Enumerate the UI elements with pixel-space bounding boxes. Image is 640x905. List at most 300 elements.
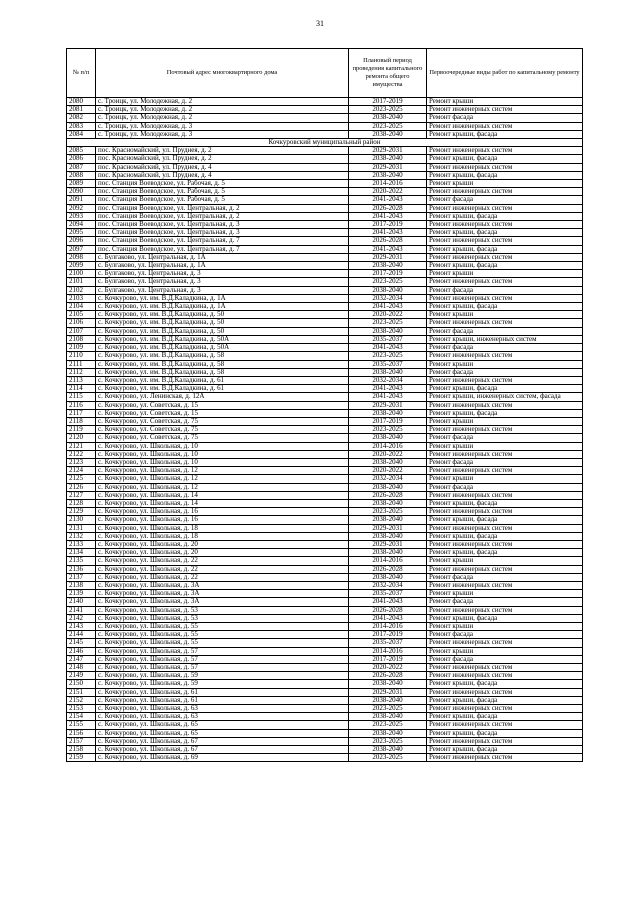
table-row	[67, 754, 583, 762]
row-address: с. Кочкурово, ул. Школьная, д. 67	[96, 737, 349, 745]
row-period: 2023-2025	[349, 352, 427, 360]
table-row	[67, 590, 583, 598]
table-row	[67, 147, 583, 155]
row-number: 2150	[67, 680, 96, 688]
row-period: 2023-2025	[349, 106, 427, 114]
row-number: 2147	[67, 655, 96, 663]
table-row	[67, 335, 583, 343]
row-period: 2041-2043	[349, 614, 427, 622]
row-number: 2119	[67, 426, 96, 434]
row-period: 2020-2022	[349, 188, 427, 196]
row-period: 2041-2043	[349, 229, 427, 237]
row-works: Ремонт крыши, фасада	[427, 409, 583, 417]
row-works: Ремонт крыши, фасада	[427, 155, 583, 163]
table-row	[67, 581, 583, 589]
row-address: с. Кочкурово, ул. Советская, д. 75	[96, 434, 349, 442]
row-period: 2041-2043	[349, 196, 427, 204]
row-works: Ремонт инженерных систем	[427, 754, 583, 762]
row-period: 2038-2040	[349, 171, 427, 179]
table-row	[67, 212, 583, 220]
table-row	[67, 721, 583, 729]
row-number: 2135	[67, 557, 96, 565]
row-number: 2091	[67, 196, 96, 204]
row-period: 2041-2043	[349, 245, 427, 253]
row-number: 2133	[67, 540, 96, 548]
row-period: 2026-2028	[349, 491, 427, 499]
table-row	[67, 508, 583, 516]
row-works: Ремонт фасада	[427, 655, 583, 663]
row-period: 2038-2040	[349, 573, 427, 581]
row-number: 2096	[67, 237, 96, 245]
district-name: Кочкуровский муниципальный район	[67, 139, 583, 147]
row-address: пос. Станция Воеводское, ул. Рабочая, д. 5	[96, 196, 349, 204]
row-number: 2090	[67, 188, 96, 196]
row-works: Ремонт крыши, фасада	[427, 499, 583, 507]
row-number: 2111	[67, 360, 96, 368]
row-address: с. Кочкурово, ул. Школьная, д. 14	[96, 491, 349, 499]
row-number: 2108	[67, 335, 96, 343]
row-address: с. Кочкурово, ул. Школьная, д. 57	[96, 647, 349, 655]
table-body	[67, 98, 583, 762]
row-number: 2088	[67, 171, 96, 179]
row-works: Ремонт инженерных систем	[427, 253, 583, 261]
row-number: 2084	[67, 130, 96, 138]
row-address: с. Кочкурово, ул. Школьная, д. 61	[96, 688, 349, 696]
row-number: 2081	[67, 106, 96, 114]
row-number: 2113	[67, 376, 96, 384]
row-period: 2038-2040	[349, 155, 427, 163]
row-address: с. Кочкурово, ул. Школьная, д. 59	[96, 680, 349, 688]
row-period: 2014-2016	[349, 623, 427, 631]
row-period: 2035-2037	[349, 335, 427, 343]
row-number: 2156	[67, 729, 96, 737]
row-address: пос. Станция Воеводское, ул. Центральная, д. 7	[96, 237, 349, 245]
row-period: 2038-2040	[349, 532, 427, 540]
table-row	[67, 442, 583, 450]
row-number: 2112	[67, 368, 96, 376]
row-address: с. Кочкурово, ул. Школьная, д. 3А	[96, 581, 349, 589]
table-row	[67, 319, 583, 327]
table-row	[67, 434, 583, 442]
row-works: Ремонт крыши, инженерных систем, фасада	[427, 393, 583, 401]
table-row	[67, 130, 583, 138]
row-works: Ремонт инженерных систем	[427, 737, 583, 745]
table-row	[67, 376, 583, 384]
table-row	[67, 237, 583, 245]
row-address: с. Кочкурово, ул. Школьная, д. 10	[96, 450, 349, 458]
row-period: 2023-2025	[349, 426, 427, 434]
row-number: 2122	[67, 450, 96, 458]
row-period: 2017-2019	[349, 631, 427, 639]
row-period: 2014-2016	[349, 442, 427, 450]
row-number: 2101	[67, 278, 96, 286]
row-period: 2041-2043	[349, 393, 427, 401]
row-period: 2023-2025	[349, 737, 427, 745]
row-period: 2038-2040	[349, 680, 427, 688]
row-number: 2128	[67, 499, 96, 507]
row-address: с. Кочкурово, ул. им. В.Д.Каладкина, д. 58	[96, 360, 349, 368]
row-works: Ремонт инженерных систем	[427, 508, 583, 516]
row-works: Ремонт фасада	[427, 573, 583, 581]
row-works: Ремонт фасада	[427, 483, 583, 491]
row-period: 2038-2040	[349, 458, 427, 466]
table-row	[67, 573, 583, 581]
table-row	[67, 98, 583, 106]
row-address: с. Кочкурово, ул. Школьная, д. 63	[96, 705, 349, 713]
row-works: Ремонт инженерных систем	[427, 688, 583, 696]
row-number: 2151	[67, 688, 96, 696]
table-row	[67, 229, 583, 237]
table-row	[67, 623, 583, 631]
row-number: 2087	[67, 163, 96, 171]
row-number: 2149	[67, 672, 96, 680]
row-number: 2083	[67, 122, 96, 130]
row-number: 2102	[67, 286, 96, 294]
row-number: 2104	[67, 303, 96, 311]
row-period: 2038-2040	[349, 409, 427, 417]
row-period: 2026-2028	[349, 606, 427, 614]
row-number: 2116	[67, 401, 96, 409]
row-number: 2132	[67, 532, 96, 540]
row-address: с. Троицк, ул. Молодежная, д. 2	[96, 106, 349, 114]
row-works: Ремонт инженерных систем	[427, 450, 583, 458]
row-address: с. Кочкурово, ул. им. В.Д.Каладкина, д. 61	[96, 376, 349, 384]
row-works: Ремонт инженерных систем	[427, 204, 583, 212]
row-works: Ремонт фасада	[427, 598, 583, 606]
row-number: 2141	[67, 606, 96, 614]
row-period: 2029-2031	[349, 147, 427, 155]
table-row	[67, 163, 583, 171]
table-row	[67, 417, 583, 425]
header-num: № п/п	[67, 49, 96, 98]
row-works: Ремонт инженерных систем	[427, 524, 583, 532]
row-number: 2093	[67, 212, 96, 220]
row-works: Ремонт инженерных систем	[427, 221, 583, 229]
row-address: с. Кочкурово, ул. Школьная, д. 10	[96, 442, 349, 450]
table-row	[67, 368, 583, 376]
row-number: 2115	[67, 393, 96, 401]
row-number: 2131	[67, 524, 96, 532]
table-row	[67, 270, 583, 278]
row-works: Ремонт крыши, фасада	[427, 696, 583, 704]
row-period: 2038-2040	[349, 549, 427, 557]
table-row	[67, 524, 583, 532]
row-works: Ремонт фасада	[427, 434, 583, 442]
row-address: пос. Станция Воеводское, ул. Центральная, д. 2	[96, 212, 349, 220]
row-works: Ремонт инженерных систем	[427, 426, 583, 434]
table-row	[67, 401, 583, 409]
row-number: 2134	[67, 549, 96, 557]
row-period: 2023-2025	[349, 508, 427, 516]
row-address: с. Кочкурово, ул. Школьная, д. 3А	[96, 598, 349, 606]
row-works: Ремонт инженерных систем	[427, 147, 583, 155]
row-works: Ремонт инженерных систем	[427, 106, 583, 114]
row-number: 2099	[67, 262, 96, 270]
row-number: 2121	[67, 442, 96, 450]
row-works: Ремонт крыши	[427, 270, 583, 278]
table-row	[67, 655, 583, 663]
row-address: с. Кочкурово, ул. Школьная, д. 55	[96, 631, 349, 639]
row-number: 2129	[67, 508, 96, 516]
table-row	[67, 598, 583, 606]
row-period: 2038-2040	[349, 262, 427, 270]
row-period: 2041-2043	[349, 385, 427, 393]
row-works: Ремонт крыши, фасада	[427, 746, 583, 754]
row-works: Ремонт фасада	[427, 196, 583, 204]
row-works: Ремонт фасада	[427, 114, 583, 122]
row-works: Ремонт инженерных систем	[427, 401, 583, 409]
row-address: с. Булгаково, ул. Центральная, д. 1А	[96, 253, 349, 261]
row-address: пос. Красномайский, ул. Пруднея, д. 2	[96, 155, 349, 163]
row-period: 2038-2040	[349, 483, 427, 491]
row-address: пос. Станция Воеводское, ул. Центральная, д. 7	[96, 245, 349, 253]
table-row	[67, 171, 583, 179]
table-row	[67, 262, 583, 270]
row-address: с. Кочкурово, ул. Школьная, д. 65	[96, 729, 349, 737]
row-works: Ремонт фасада	[427, 368, 583, 376]
row-number: 2144	[67, 631, 96, 639]
row-works: Ремонт инженерных систем	[427, 163, 583, 171]
row-period: 2041-2043	[349, 344, 427, 352]
row-address: с. Кочкурово, ул. Школьная, д. 59	[96, 672, 349, 680]
row-works: Ремонт инженерных систем	[427, 540, 583, 548]
row-number: 2103	[67, 294, 96, 302]
row-period: 2014-2016	[349, 180, 427, 188]
row-works: Ремонт инженерных систем	[427, 491, 583, 499]
row-address: с. Троицк, ул. Молодежная, д. 2	[96, 98, 349, 106]
table-row	[67, 647, 583, 655]
row-address: с. Кочкурово, ул. Школьная, д. 69	[96, 754, 349, 762]
row-works: Ремонт инженерных систем	[427, 672, 583, 680]
row-number: 2092	[67, 204, 96, 212]
row-works: Ремонт крыши, фасада	[427, 713, 583, 721]
row-period: 2041-2043	[349, 598, 427, 606]
row-number: 2148	[67, 664, 96, 672]
row-address: с. Кочкурово, ул. Школьная, д. 22	[96, 573, 349, 581]
row-address: с. Кочкурово, ул. Советская, д. 75	[96, 417, 349, 425]
table-row	[67, 639, 583, 647]
table-row	[67, 557, 583, 565]
row-address: с. Кочкурово, ул. Школьная, д. 55	[96, 639, 349, 647]
row-address: с. Кочкурово, ул. Школьная, д. 61	[96, 696, 349, 704]
row-works: Ремонт крыши	[427, 98, 583, 106]
row-period: 2017-2019	[349, 655, 427, 663]
table-row	[67, 352, 583, 360]
row-address: пос. Станция Воеводское, ул. Центральная, д. 3	[96, 229, 349, 237]
row-address: с. Кочкурово, ул. Школьная, д. 18	[96, 524, 349, 532]
row-period: 2026-2028	[349, 672, 427, 680]
row-number: 2154	[67, 713, 96, 721]
row-address: с. Кочкурово, ул. Школьная, д. 22	[96, 557, 349, 565]
row-works: Ремонт крыши, фасада	[427, 614, 583, 622]
row-works: Ремонт крыши, фасада	[427, 532, 583, 540]
row-period: 2038-2040	[349, 130, 427, 138]
row-period: 2023-2025	[349, 721, 427, 729]
row-works: Ремонт крыши	[427, 442, 583, 450]
table-row	[67, 475, 583, 483]
row-period: 2038-2040	[349, 434, 427, 442]
table-row	[67, 549, 583, 557]
row-period: 2023-2025	[349, 278, 427, 286]
row-number: 2109	[67, 344, 96, 352]
row-works: Ремонт инженерных систем	[427, 467, 583, 475]
row-address: с. Кочкурово, ул. Школьная, д. 14	[96, 499, 349, 507]
row-address: пос. Красномайский, ул. Пруднея, д. 4	[96, 163, 349, 171]
row-period: 2032-2034	[349, 376, 427, 384]
row-period: 2029-2031	[349, 688, 427, 696]
table-row	[67, 245, 583, 253]
table-row	[67, 450, 583, 458]
row-period: 2017-2019	[349, 98, 427, 106]
row-address: с. Кочкурово, ул. им. В.Д.Каладкина, д. 50	[96, 311, 349, 319]
row-number: 2086	[67, 155, 96, 163]
table-row	[67, 180, 583, 188]
table-row	[67, 532, 583, 540]
row-works: Ремонт крыши	[427, 311, 583, 319]
row-works: Ремонт инженерных систем	[427, 376, 583, 384]
repair-schedule-table	[66, 48, 583, 762]
row-address: пос. Станция Воеводское, ул. Центральная, д. 3	[96, 221, 349, 229]
table-row	[67, 565, 583, 573]
table-row	[67, 614, 583, 622]
table-row	[67, 155, 583, 163]
row-address: с. Кочкурово, ул. им. В.Д.Каладкина, д. 1А	[96, 303, 349, 311]
row-works: Ремонт фасада	[427, 458, 583, 466]
row-number: 2138	[67, 581, 96, 589]
row-works: Ремонт крыши	[427, 590, 583, 598]
row-period: 2035-2037	[349, 639, 427, 647]
row-number: 2097	[67, 245, 96, 253]
row-period: 2020-2022	[349, 450, 427, 458]
row-address: пос. Красномайский, ул. Пруднея, д. 2	[96, 147, 349, 155]
row-number: 2123	[67, 458, 96, 466]
row-address: с. Кочкурово, ул. им. В.Д.Каладкина, д. 58	[96, 368, 349, 376]
row-number: 2085	[67, 147, 96, 155]
row-number: 2094	[67, 221, 96, 229]
table-row	[67, 688, 583, 696]
row-number: 2107	[67, 327, 96, 335]
row-works: Ремонт инженерных систем	[427, 294, 583, 302]
row-number: 2130	[67, 516, 96, 524]
table-row	[67, 204, 583, 212]
row-period: 2026-2028	[349, 237, 427, 245]
table-row	[67, 467, 583, 475]
row-works: Ремонт фасада	[427, 344, 583, 352]
row-address: пос. Станция Воеводское, ул. Центральная, д. 2	[96, 204, 349, 212]
row-works: Ремонт крыши, фасада	[427, 303, 583, 311]
row-period: 2032-2034	[349, 294, 427, 302]
row-period: 2017-2019	[349, 221, 427, 229]
row-address: с. Булгаково, ул. Центральная, д. 1А	[96, 262, 349, 270]
table-row	[67, 409, 583, 417]
row-number: 2155	[67, 721, 96, 729]
row-period: 2026-2028	[349, 565, 427, 573]
row-works: Ремонт крыши, фасада	[427, 171, 583, 179]
row-number: 2095	[67, 229, 96, 237]
row-address: с. Кочкурово, ул. им. В.Д.Каладкина, д. 61	[96, 385, 349, 393]
row-works: Ремонт крыши	[427, 647, 583, 655]
row-works: Ремонт крыши	[427, 360, 583, 368]
row-number: 2105	[67, 311, 96, 319]
row-period: 2023-2025	[349, 705, 427, 713]
row-address: с. Кочкурово, ул. Школьная, д. 16	[96, 516, 349, 524]
table-header-row	[67, 49, 583, 98]
table-row	[67, 106, 583, 114]
row-address: с. Булгаково, ул. Центральная, д. 3	[96, 286, 349, 294]
table-row	[67, 303, 583, 311]
row-works: Ремонт фасада	[427, 327, 583, 335]
row-number: 2145	[67, 639, 96, 647]
row-period: 2029-2031	[349, 401, 427, 409]
row-number: 2127	[67, 491, 96, 499]
row-address: с. Кочкурово, ул. Ленинская, д. 12А	[96, 393, 349, 401]
row-period: 2014-2016	[349, 557, 427, 565]
table-row	[67, 114, 583, 122]
row-number: 2136	[67, 565, 96, 573]
table-row	[67, 327, 583, 335]
row-number: 2158	[67, 746, 96, 754]
table-row	[67, 631, 583, 639]
table-row	[67, 393, 583, 401]
row-works: Ремонт крыши	[427, 557, 583, 565]
table-row	[67, 221, 583, 229]
row-period: 2029-2031	[349, 253, 427, 261]
table-row	[67, 491, 583, 499]
header-period: Плановый период проведения капитального ремонта общего имущества	[349, 49, 427, 98]
row-period: 2029-2031	[349, 524, 427, 532]
row-works: Ремонт инженерных систем	[427, 352, 583, 360]
table-row	[67, 540, 583, 548]
row-works: Ремонт крыши, фасада	[427, 130, 583, 138]
row-address: с. Кочкурово, ул. Школьная, д. 12	[96, 467, 349, 475]
row-works: Ремонт инженерных систем	[427, 237, 583, 245]
row-works: Ремонт крыши, инженерных систем	[427, 335, 583, 343]
row-address: с. Кочкурово, ул. Школьная, д. 55	[96, 623, 349, 631]
row-address: с. Кочкурово, ул. Школьная, д. 53	[96, 606, 349, 614]
row-period: 2038-2040	[349, 516, 427, 524]
row-address: с. Кочкурово, ул. Школьная, д. 57	[96, 655, 349, 663]
row-number: 2140	[67, 598, 96, 606]
table-row	[67, 499, 583, 507]
row-number: 2100	[67, 270, 96, 278]
table-row	[67, 672, 583, 680]
row-address: с. Кочкурово, ул. им. В.Д.Каладкина, д. 58	[96, 352, 349, 360]
district-row	[67, 139, 583, 147]
table-row	[67, 311, 583, 319]
row-works: Ремонт инженерных систем	[427, 565, 583, 573]
row-works: Ремонт инженерных систем	[427, 122, 583, 130]
row-period: 2038-2040	[349, 499, 427, 507]
row-address: с. Кочкурово, ул. Школьная, д. 18	[96, 532, 349, 540]
row-works: Ремонт крыши, фасада	[427, 549, 583, 557]
row-number: 2117	[67, 409, 96, 417]
table-row	[67, 294, 583, 302]
row-number: 2110	[67, 352, 96, 360]
row-period: 2032-2034	[349, 581, 427, 589]
row-period: 2014-2016	[349, 647, 427, 655]
row-address: с. Кочкурово, ул. Школьная, д. 12	[96, 483, 349, 491]
row-number: 2143	[67, 623, 96, 631]
row-address: пос. Станция Воеводское, ул. Рабочая, д. 5	[96, 188, 349, 196]
row-works: Ремонт крыши, фасада	[427, 229, 583, 237]
row-number: 2080	[67, 98, 96, 106]
row-address: с. Кочкурово, ул. Школьная, д. 20	[96, 549, 349, 557]
row-period: 2023-2025	[349, 122, 427, 130]
row-period: 2038-2040	[349, 746, 427, 754]
row-period: 2038-2040	[349, 327, 427, 335]
row-period: 2035-2037	[349, 360, 427, 368]
row-number: 2137	[67, 573, 96, 581]
